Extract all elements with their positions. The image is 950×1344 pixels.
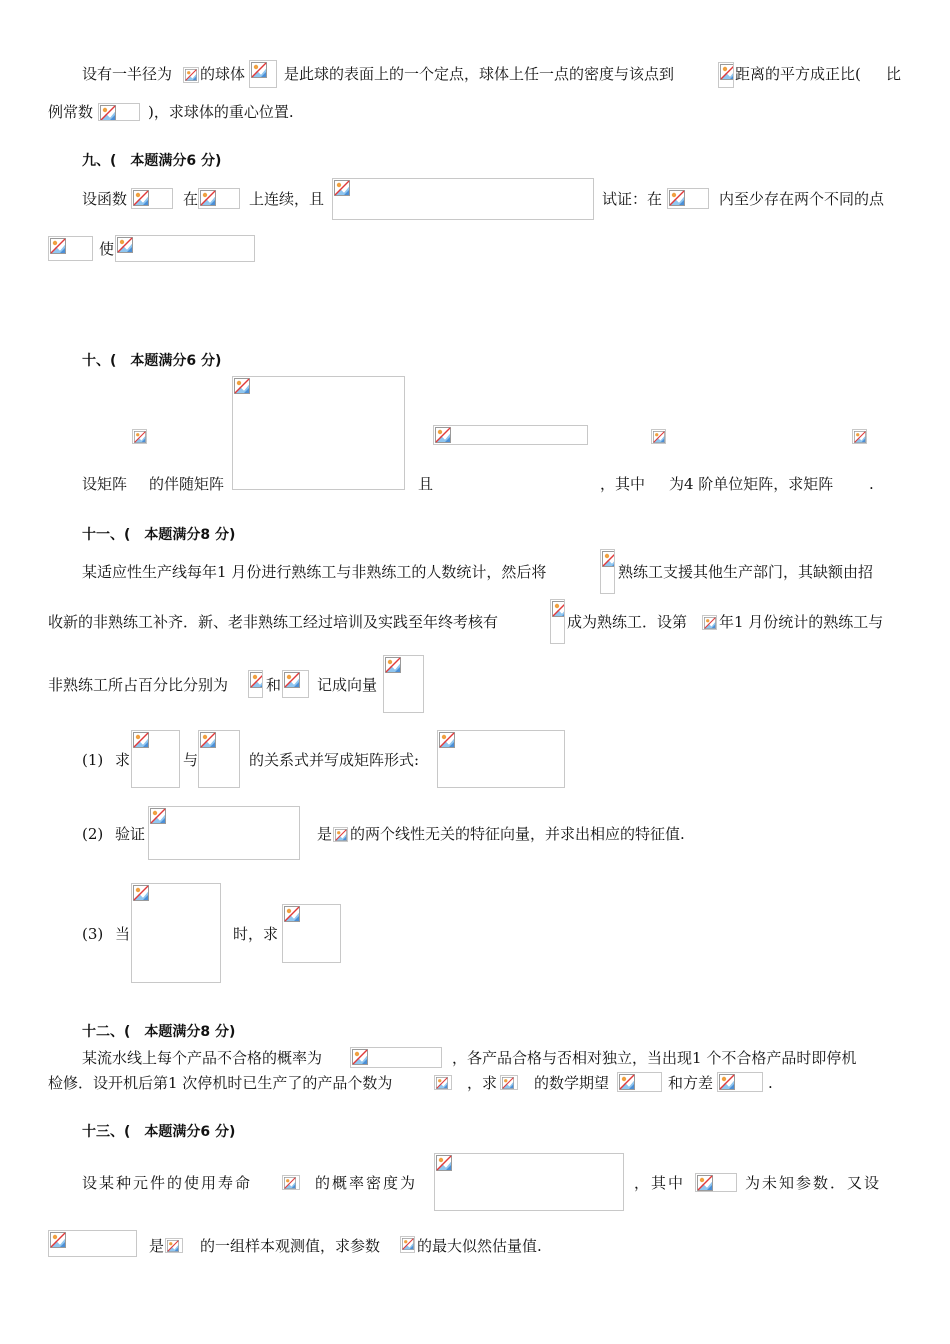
formula-image (249, 60, 277, 88)
section-heading: 十二、( 本题满分8 分) (82, 1024, 236, 1040)
broken-image-icon (704, 617, 716, 629)
broken-image-icon (436, 1077, 448, 1089)
formula-image (434, 1075, 452, 1090)
formula-image (617, 1072, 662, 1092)
text: 比 (886, 65, 902, 83)
formula-image (550, 599, 565, 644)
text: 求 (115, 751, 131, 769)
text: 距离的平方成正比( (735, 65, 861, 83)
text: 成为熟练工．设第 (567, 613, 688, 631)
broken-image-icon (250, 672, 263, 688)
formula-image (115, 235, 255, 262)
formula-image (131, 730, 180, 788)
text: 是 (317, 825, 333, 843)
text: 检修．设开机后第1 次停机时已生产了的产品个数为 (48, 1074, 393, 1092)
text: 当 (115, 925, 131, 943)
formula-image (437, 730, 565, 788)
formula-image (132, 429, 147, 444)
section-heading: 十一、( 本题满分8 分) (82, 527, 236, 543)
text: ，其中 (600, 475, 646, 493)
text: 为未知参数．又设 (745, 1174, 882, 1192)
text: 设矩阵 (82, 475, 128, 493)
broken-image-icon (439, 732, 455, 748)
broken-image-icon (200, 732, 216, 748)
text: 某适应性生产线每年1 月份进行熟练工与非熟练工的人数统计，然后将 (82, 563, 547, 581)
text: 的一组样本观测值，求参数 (200, 1237, 381, 1255)
text: 内至少存在两个不同的点 (719, 190, 885, 208)
text: 是 (149, 1237, 165, 1255)
text: 的两个线性无关的特征向量，并求出相应的特征值. (350, 825, 685, 843)
formula-image (165, 1238, 183, 1253)
broken-image-icon (669, 190, 685, 206)
broken-image-icon (719, 1074, 735, 1090)
broken-image-icon (284, 672, 300, 688)
broken-image-icon (185, 69, 197, 81)
broken-image-icon (234, 378, 250, 394)
broken-image-icon (653, 431, 665, 443)
formula-image (383, 655, 424, 713)
question-number: (1) (82, 751, 104, 769)
formula-image (333, 827, 348, 842)
text: ，求 (467, 1074, 498, 1092)
text: 收新的非熟练工补齐．新、老非熟练工经过培训及实践至年终考核有 (48, 613, 499, 631)
broken-image-icon (402, 1238, 414, 1250)
formula-image (183, 67, 199, 83)
formula-image (400, 1236, 415, 1253)
text: 例常数 (48, 103, 94, 121)
section-heading: 九、( 本题满分6 分) (82, 153, 222, 169)
text: 与 (183, 751, 199, 769)
formula-image (282, 1175, 300, 1190)
formula-image (282, 670, 309, 698)
broken-image-icon (167, 1240, 179, 1252)
formula-image (131, 188, 173, 209)
question-number: (2) (82, 825, 104, 843)
formula-image (717, 1072, 763, 1092)
formula-image (48, 236, 93, 261)
text: ，其中 (634, 1174, 686, 1192)
text: 验证 (115, 825, 146, 843)
text: 设函数 (82, 190, 128, 208)
text: . (768, 1074, 773, 1092)
formula-image (600, 549, 615, 594)
text: 在 (183, 190, 199, 208)
broken-image-icon (284, 1177, 296, 1189)
text: 为4 阶单位矩阵，求矩阵 (669, 475, 834, 493)
text: 记成向量 (317, 676, 378, 694)
broken-image-icon (150, 808, 166, 824)
text: 使 (99, 240, 115, 258)
formula-image (433, 425, 588, 445)
text: 的关系式并写成矩阵形式: (249, 751, 420, 769)
broken-image-icon (697, 1175, 713, 1191)
formula-image (248, 670, 263, 698)
text: 设有一半径为 (82, 65, 173, 83)
broken-image-icon (552, 601, 565, 617)
section-heading: 十三、( 本题满分6 分) (82, 1124, 236, 1140)
formula-image (852, 429, 867, 444)
text: 的球体 (200, 65, 246, 83)
broken-image-icon (200, 190, 216, 206)
text: 时，求 (233, 925, 279, 943)
formula-image (695, 1173, 737, 1192)
broken-image-icon (854, 431, 866, 443)
formula-image (282, 904, 341, 963)
text: 试证：在 (602, 190, 663, 208)
text: 且 (418, 475, 434, 493)
formula-image (232, 376, 405, 490)
formula-image (48, 1230, 137, 1257)
text: 的概率密度为 (315, 1174, 418, 1192)
text: 上连续，且 (249, 190, 325, 208)
formula-image (350, 1047, 442, 1068)
broken-image-icon (602, 551, 615, 567)
formula-image (718, 62, 734, 88)
formula-image (500, 1075, 518, 1090)
text: 和 (266, 676, 282, 694)
broken-image-icon (385, 657, 401, 673)
broken-image-icon (100, 105, 116, 121)
broken-image-icon (134, 431, 146, 443)
broken-image-icon (133, 732, 149, 748)
broken-image-icon (133, 885, 149, 901)
formula-image (434, 1153, 624, 1211)
broken-image-icon (284, 906, 300, 922)
text: 年1 月份统计的熟练工与 (719, 613, 884, 631)
broken-image-icon (117, 237, 133, 253)
broken-image-icon (436, 1155, 452, 1171)
broken-image-icon (251, 62, 267, 78)
formula-image (198, 188, 240, 209)
formula-image (98, 103, 140, 121)
section-heading: 十、( 本题满分6 分) (82, 353, 222, 369)
broken-image-icon (502, 1077, 514, 1089)
broken-image-icon (50, 1232, 66, 1248)
broken-image-icon (133, 190, 149, 206)
text: 和方差 (668, 1074, 714, 1092)
broken-image-icon (334, 180, 350, 196)
formula-image (667, 188, 709, 209)
formula-image (651, 429, 666, 444)
text: 熟练工支援其他生产部门，其缺额由招 (618, 563, 874, 581)
broken-image-icon (435, 427, 451, 443)
question-number: (3) (82, 925, 104, 943)
text: 的最大似然估量值. (417, 1237, 542, 1255)
text: 某流水线上每个产品不合格的概率为 (82, 1049, 323, 1067)
broken-image-icon (619, 1074, 635, 1090)
text: )，求球体的重心位置. (148, 103, 294, 121)
broken-image-icon (352, 1049, 368, 1065)
text: 设某种元件的使用寿命 (82, 1174, 253, 1192)
text: ，各产品合格与否相对独立，当出现1 个不合格产品时即停机 (452, 1049, 857, 1067)
formula-image (198, 730, 240, 788)
formula-image (131, 883, 221, 983)
formula-image (332, 178, 594, 220)
text: 非熟练工所占百分比分别为 (48, 676, 229, 694)
text: 是此球的表面上的一个定点，球体上任一点的密度与该点到 (284, 65, 675, 83)
broken-image-icon (50, 238, 66, 254)
text: 的数学期望 (534, 1074, 610, 1092)
text: 的伴随矩阵 (149, 475, 225, 493)
broken-image-icon (335, 829, 347, 841)
broken-image-icon (720, 64, 734, 80)
formula-image (148, 806, 300, 860)
formula-image (702, 615, 717, 630)
text: . (869, 475, 874, 493)
